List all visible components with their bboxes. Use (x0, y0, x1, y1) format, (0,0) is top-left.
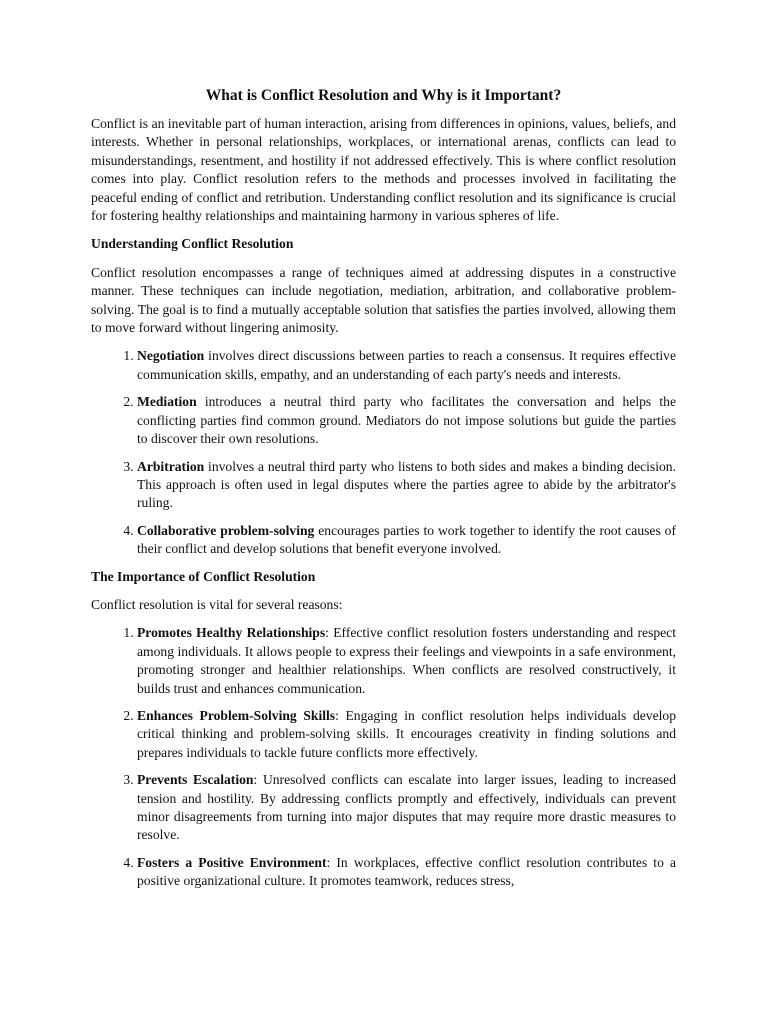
list-item-term: Prevents Escalation (137, 772, 254, 788)
list-item (137, 458, 676, 513)
list-item (137, 347, 676, 384)
importance-list (91, 624, 676, 890)
list-item-text: : In workplaces, effective conflict resolution contributes to a positive organizational culture. It promotes teamwork, reduces stress, (137, 854, 677, 889)
techniques-list (91, 347, 676, 558)
list-item (137, 393, 676, 448)
list-item-term: Mediation (137, 394, 197, 410)
list-item-term: Fosters a Positive Environment (137, 854, 327, 870)
document-page (91, 86, 676, 900)
list-item (137, 771, 676, 845)
list-item-term: Collaborative problem-solving (137, 522, 315, 538)
list-item-text: : Engaging in conflict resolution helps individuals develop critical thinking and problem-solving skills. It encourages creativity in finding solutions and prepares individuals to tackle future conflicts more effectively. (137, 707, 676, 760)
document-title: What is Conflict Resolution and Why is it Important? (205, 87, 562, 104)
section-heading-understanding: Understanding Conflict Resolution (91, 236, 294, 252)
list-item-text: : Effective conflict resolution fosters understanding and respect among individuals. It allows people to express their feelings and viewpoints in a safe environment, promoting stronger and healthier relationships. When conflicts are resolved constructively, it builds trust and enhances communication. (137, 625, 676, 696)
list-item-text: : Unresolved conflicts can escalate into larger issues, leading to increased tension and hostility. By addressing conflicts promptly and effectively, individuals can prevent minor disagreements from turning into major disputes that may require more drastic measures to resolve. (137, 772, 676, 843)
list-item-text: introduces a neutral third party who facilitates the conversation and helps the conflicting parties find common ground. Mediators do not impose solutions but guide the parties to discover their own resolutions. (137, 394, 676, 447)
section-paragraph-importance: Conflict resolution is vital for several reasons: (91, 596, 343, 612)
list-item-text: involves a neutral third party who listens to both sides and makes a binding decision. This approach is often used in legal disputes where the parties agree to abide by the arbitrator's ruling. (137, 458, 676, 511)
list-item-term: Arbitration (137, 458, 205, 474)
intro-paragraph: Conflict is an inevitable part of human interaction, arising from differences in opinions, values, beliefs, and interests. Whether in personal relationships, workplaces, or international arenas, conflicts can lead to misunderstandings, resentment, and hostility if not addressed effectively. This is where conflict resolution comes into play. Conflict resolution refers to the methods and processes involved in facilitating the peaceful ending of conflict and retribution. Understanding conflict resolution and its significance is crucial for fostering healthy relationships and maintaining harmony in various spheres of life. (91, 116, 676, 224)
list-item-text: involves direct discussions between parties to reach a consensus. It requires effective communication skills, empathy, and an understanding of each party's needs and interests. (137, 348, 676, 382)
section-heading-importance: The Importance of Conflict Resolution (91, 568, 316, 584)
list-item (137, 522, 676, 559)
list-item-term: Negotiation (137, 348, 205, 364)
list-item (137, 624, 676, 698)
list-item-text: encourages parties to work together to identify the root causes of their conflict and develop solutions that benefit everyone involved. (137, 522, 676, 557)
list-item (137, 707, 676, 762)
list-item (137, 854, 676, 891)
list-item-term: Enhances Problem-Solving Skills (137, 707, 336, 723)
section-paragraph-understanding: Conflict resolution encompasses a range of techniques aimed at addressing disputes in a constructive manner. These techniques can include negotiation, mediation, arbitration, and collaborative problem-solving. The goal is to find a mutually acceptable solution that satisfies the parties involved, allowing them to move forward without lingering animosity. (91, 264, 676, 336)
list-item-term: Promotes Healthy Relationships (137, 625, 326, 641)
